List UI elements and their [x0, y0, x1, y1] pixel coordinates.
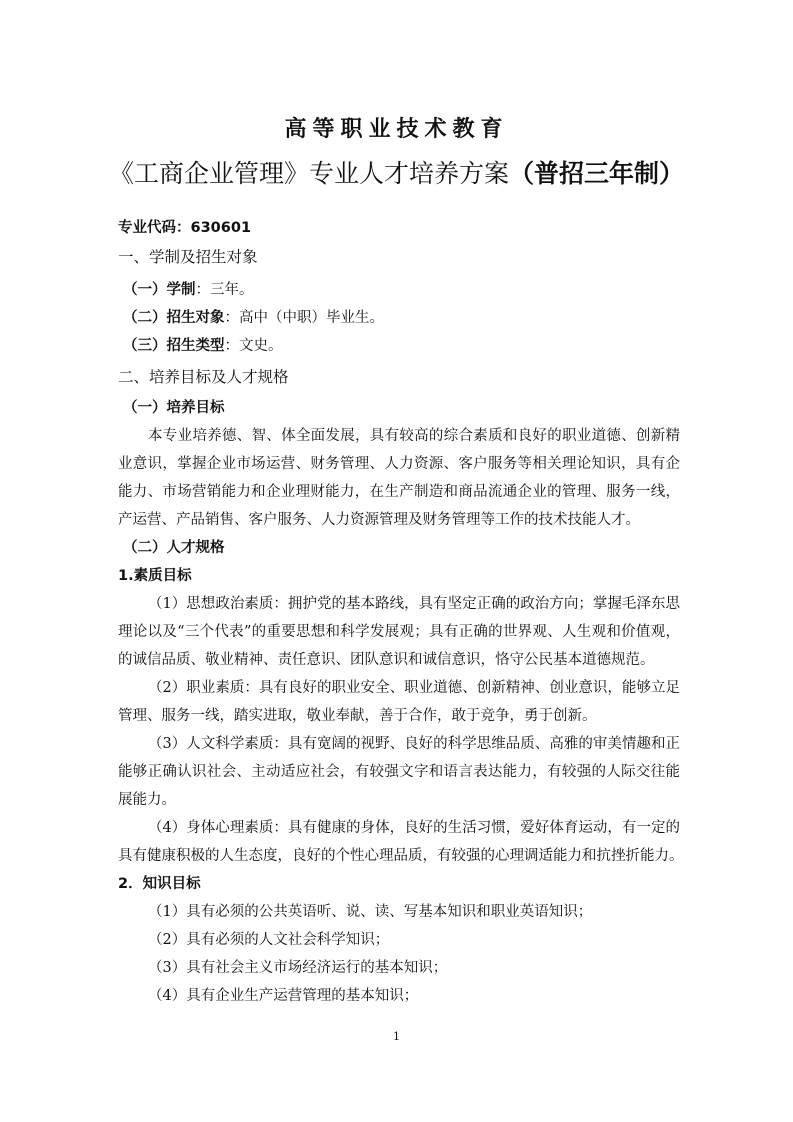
item-label: （三）招生类型 — [123, 338, 225, 354]
knowledge-list — [118, 898, 680, 1010]
quality-paragraph — [118, 674, 680, 730]
text-line: 展能力。 — [118, 792, 176, 808]
page-number: 1 — [393, 1030, 400, 1043]
quality-paragraph — [118, 730, 680, 814]
section-heading: 二、培养目标及人才规格 — [118, 368, 289, 386]
knowledge-heading: 2．知识目标 — [118, 876, 201, 892]
text-line: （3）人文科学素质：具有宽阔的视野、良好的科学思维品质、高雅的审美情趣和正 — [148, 736, 680, 752]
item-value: ：三年。 — [195, 282, 254, 298]
quality-paragraph — [118, 590, 680, 674]
text-line: 管理、服务一线，踏实进取，敬业奉献，善于合作，敢于竞争，勇于创新。 — [118, 708, 597, 724]
text-line: （4）具有企业生产运营管理的基本知识； — [148, 988, 419, 1004]
text-line: 的诚信品质、敬业精神、责任意识、团队意识和诚信意识，恪守公民基本道德规范。 — [118, 652, 655, 668]
enrollment-item — [118, 304, 680, 332]
document-subtitle — [0, 154, 793, 190]
subsection-heading: （二）人才规格 — [123, 540, 225, 556]
text-line: （2）具有必须的人文社会科学知识； — [148, 932, 390, 948]
text-line: 能力、市场营销能力和企业理财能力，在生产制造和商品流通企业的管理、服务一线， — [118, 484, 680, 500]
text-line: 本专业培养德、智、体全面发展，具有较高的综合素质和良好的职业道德、创新精 — [148, 428, 680, 444]
text-line: （4）身体心理素质：具有健康的身体，良好的生活习惯，爱好体育运动，有一定的 — [148, 820, 680, 836]
subtitle-suffix: （普招三年制） — [509, 159, 685, 188]
item-label: （一）学制 — [123, 282, 196, 298]
document-title: 高等职业技术教育 — [284, 117, 509, 142]
enrollment-item — [118, 332, 680, 360]
enrollment-item — [118, 276, 680, 304]
item-value: ：文史。 — [224, 338, 283, 354]
item-value: ：高中（中职）毕业生。 — [224, 310, 384, 326]
text-line: 产运营、产品销售、客户服务、人力资源管理及财务管理等工作的技术技能人才。 — [118, 512, 640, 528]
subsection-heading: （一）培养目标 — [123, 400, 225, 416]
document-body — [118, 214, 684, 1010]
major-code: 专业代码：630601 — [118, 220, 252, 236]
text-line: 具有健康积极的人生态度，良好的个性心理品质，有较强的心理调适能力和抗挫折能力。 — [118, 848, 684, 864]
quality-paragraph — [118, 814, 684, 870]
text-line: （1）思想政治素质：拥护党的基本路线，具有坚定正确的政治方向；掌握毛泽东思 — [148, 596, 680, 612]
text-line: （2）职业素质：具有良好的职业安全、职业道德、创新精神、创业意识，能够立足 — [148, 680, 680, 696]
quality-heading: 1.素质目标 — [118, 568, 192, 584]
section-heading: 一、学制及招生对象 — [118, 248, 258, 266]
subtitle-main: 《工商企业管理》专业人才培养方案 — [108, 159, 509, 188]
text-line: 理论以及“三个代表”的重要思想和科学发展观；具有正确的世界观、人生观和价值观， — [118, 624, 680, 640]
text-line: 业意识，掌握企业市场运营、财务管理、人力资源、客户服务等相关理论知识，具有企 — [118, 456, 680, 472]
text-line: （3）具有社会主义市场经济运行的基本知识； — [148, 960, 448, 976]
text-line: 能够正确认识社会、主动适应社会，有较强文字和语言表达能力，有较强的人际交往能 — [118, 764, 680, 780]
goal-paragraph — [118, 422, 680, 534]
text-line: （1）具有必须的公共英语听、说、读、写基本知识和职业英语知识； — [148, 904, 593, 920]
item-label: （二）招生对象 — [123, 310, 225, 326]
